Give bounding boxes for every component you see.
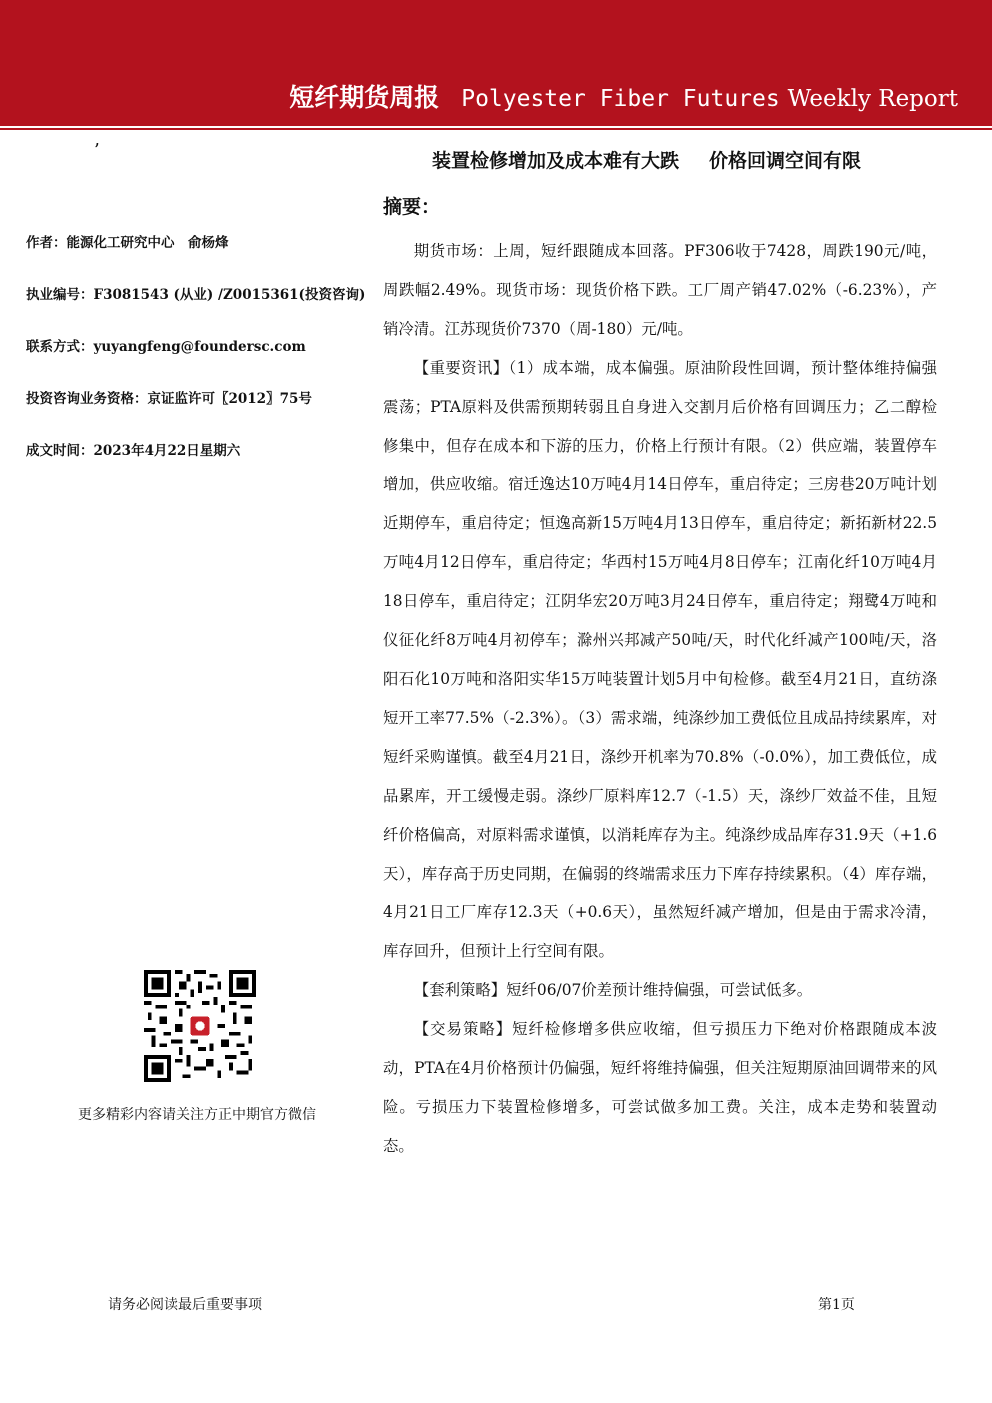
qualification-line: 投资咨询业务资格：京证监许可〖2012〗75号 <box>26 391 312 407</box>
trading-paragraph: 【交易策略】短纤检修增多供应收缩，但亏损压力下绝对价格跟随成本波动，PTA在4月价格预计仍偏强，短纤将维持偏强，但关注短期原油回调带来的风险。亏损压力下装置检修增多，可尝试做多加工费。关注，成本走势和装置动态。 <box>383 1020 937 1155</box>
abstract-label: 摘要： <box>383 196 441 218</box>
author-info <box>26 234 366 494</box>
footer-notice: 请务必阅读最后重要事项 <box>108 1297 262 1313</box>
report-title-cn: 短纤期货周报 <box>289 83 440 112</box>
contact-line: 联系方式：yuyangfeng@foundersc.com <box>26 339 306 355</box>
page-number: 第1页 <box>818 1297 855 1313</box>
headline-part2: 价格回调空间有限 <box>709 150 862 172</box>
report-title-en-suffix: Weekly Report <box>787 86 958 112</box>
stray-mark: ’ <box>94 140 100 161</box>
arbitrage-paragraph: 【套利策略】短纤06/07价差预计维持偏强，可尝试低多。 <box>413 981 813 1000</box>
date-line: 成文时间：2023年4月22日星期六 <box>26 443 241 459</box>
abstract-body <box>383 232 937 1166</box>
report-title-en: Polyester Fiber Futures <box>461 86 780 112</box>
license-line: 执业编号：F3081543 (从业) /Z0015361(投资咨询) <box>26 287 366 303</box>
headline-part1: 装置检修增加及成本难有大跌 <box>432 150 680 172</box>
author-line: 作者：能源化工研究中心 俞杨烽 <box>26 235 229 251</box>
qr-caption: 更多精彩内容请关注方正中期官方微信 <box>78 1107 316 1123</box>
headline <box>432 146 861 173</box>
market-paragraph: 期货市场：上周，短纤跟随成本回落。PF306收于7428，周跌190元/吨，周跌幅2.49%。现货市场：现货价格下跌。工厂周产销47.02%（-6.23%），产销冷清。江苏现货价7370（周-180）元/吨。 <box>383 242 937 338</box>
report-title <box>289 78 958 114</box>
news-paragraph: 【重要资讯】（1）成本端，成本偏强。原油阶段性回调，预计整体维持偏强震荡；PTA原料及供需预期转弱且自身进入交割月后价格有回调压力；乙二醇检修集中，但存在成本和下游的压力，价格上行预计有限。（2）供应端，装置停车增加，供应收缩。宿迁逸达10万吨4月14日停车，重启待定；三房巷20万吨计划近期停车，重启待定；恒逸高新15万吨4月13日停车，重启待定；新拓新材22.5万吨4月12日停车，重启待定；华西村15万吨4月8日停车；江南化纤10万吨4月18日停车，重启待定；江阴华宏20万吨3月24日停车，重启待定；翔鹭4万吨和仪征化纤8万吨4月初停车；滁州兴邦减产50吨/天，时代化纤减产100吨/天，洛阳石化10万吨和洛阳实华15万吨装置计划5月中旬检修。截至4月21日，直纺涤短开工率77.5%（-2.3%）。（3）需求端，纯涤纱加工费低位且成品持续累库，对短纤采购谨慎。截至4月21日，涤纱开机率为70.8%（-0.0%），加工费低位，成品累库，开工缓慢走弱。涤纱厂原料库12.7（-1.5）天，涤纱厂效益不佳，且短纤价格偏高，对原料需求谨慎，以消耗库存为主。纯涤纱成品库存31.9天（+1.6天），库存高于历史同期，在偏弱的终端需求压力下库存持续累积。（4）库存端，4月21日工厂库存12.3天（+0.6天），虽然短纤减产增加，但是由于需求冷清，库存回升，但预计上行空间有限。 <box>383 358 937 961</box>
qr-code-icon[interactable] <box>144 970 256 1082</box>
header-rule <box>0 128 992 130</box>
